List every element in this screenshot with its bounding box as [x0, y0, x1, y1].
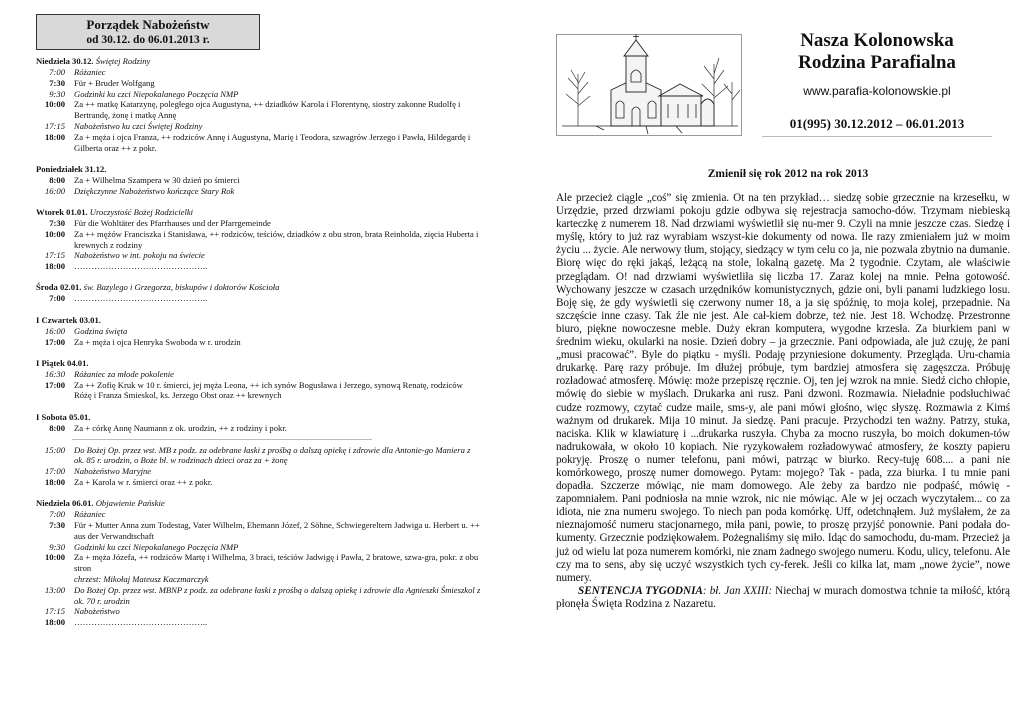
issue-number: 01(995) 30.12.2012 – 06.01.2013 [789, 116, 965, 131]
service-row [36, 229, 482, 251]
service-row [36, 466, 482, 477]
service-time: 7:30 [49, 77, 65, 88]
service-time: 17:15 [44, 606, 65, 617]
day-date: Wtorek 01.01. [36, 206, 88, 217]
sentence-author: : bł. Jan XXIII: [702, 584, 773, 597]
day-occasion: Objawienie Pańskie [95, 498, 165, 509]
service-time: 7:30 [49, 217, 65, 228]
service-row [36, 250, 482, 261]
parish-website-link[interactable]: www.parafia-kolonowskie.pl [803, 84, 951, 98]
masthead-title-line1: Nasza Kolonowska [800, 30, 954, 51]
service-intention: Za + córkę Annę Naumann z ok. urodzin, ++ z rodziny i pokr. [74, 422, 287, 433]
service-intention: Za ++ mężów Franciszka i Stanisława, ++ rodziców, teściów, dziadków z obu stron, brata Reinholda, zięcia Huberta i krewnych z rodziny [74, 228, 479, 250]
schedule-separator [72, 439, 372, 440]
sentence-label: SENTENCJA TYGODNIA [578, 584, 703, 597]
service-row [36, 186, 482, 197]
schedule-day [36, 315, 482, 348]
day-occasion: św. Bazylego i Grzegorza, biskupów i doktorów Kościoła [83, 282, 280, 293]
service-time: 8:00 [49, 174, 65, 185]
service-time: 10:00 [44, 552, 65, 563]
service-intention: Za + Wilhelma Szampera w 30 dzień po śmierci [74, 174, 240, 185]
day-heading [36, 56, 482, 67]
service-intention: Nabożeństwo Maryjne [74, 466, 152, 477]
service-time: 17:00 [44, 379, 65, 390]
church-drawing-icon [556, 34, 742, 136]
service-time: 7:00 [49, 509, 65, 520]
service-time: 18:00 [44, 476, 65, 487]
service-time: 16:30 [44, 368, 65, 379]
sentence-text: Niechaj w murach domostwa tchnie ta miłość, którą płonęła Święta Rodzina z Nazaretu. [556, 584, 1010, 610]
service-time: 18:00 [44, 617, 65, 628]
day-heading [36, 207, 482, 218]
service-row [36, 542, 482, 553]
service-intention: ……………………………………….. [74, 261, 208, 272]
service-intention: Dziękczynne Nabożeństwo kończące Stary Rok [74, 185, 235, 196]
service-intention: ……………………………………….. [74, 293, 208, 304]
service-row [36, 78, 482, 89]
schedule-column [36, 14, 482, 638]
service-time: 17:15 [44, 250, 65, 261]
article-title: Zmienił się rok 2012 na rok 2013 [707, 168, 869, 180]
service-row [36, 121, 482, 132]
service-time: 17:15 [44, 120, 65, 131]
schedule-day [36, 164, 482, 197]
service-intention: Za + męża i ojca Franza, ++ rodziców Annę i Augustyna, Marię i Teodora, szwagrów Jerzego i Pawła, Hildegardę i Gilberta oraz ++ z pokr. [74, 131, 471, 153]
service-row [36, 337, 482, 348]
schedule-day [36, 358, 482, 401]
service-row [36, 67, 482, 78]
service-time: 18:00 [44, 131, 65, 142]
day-heading [36, 412, 482, 423]
service-time: 13:00 [44, 584, 65, 595]
service-time: 7:30 [49, 520, 65, 531]
service-intention: chrzest: Mikołaj Mateusz Kaczmarczyk [74, 574, 209, 584]
masthead-divider [762, 136, 992, 137]
day-occasion: Świętej Rodziny [95, 56, 151, 66]
day-heading [36, 315, 482, 326]
service-row [36, 326, 482, 337]
service-intention: Różaniec za młode pokolenie [74, 368, 174, 379]
service-time: 17:00 [44, 336, 65, 347]
service-intention: Różaniec [74, 509, 106, 520]
day-heading [36, 282, 482, 293]
day-heading [36, 498, 482, 509]
service-intention: Nabożeństwo ku czci Świętej Rodziny [74, 120, 203, 131]
service-intention: Za + męża Józefa, ++ rodziców Martę i Wilhelma, 3 braci, teściów Jadwigę i Pawła, 2 bratowe, szwa-gra, pokr. z obu stron [74, 552, 479, 574]
schedule-title: Porządek Nabożeństw [86, 17, 210, 32]
service-row [36, 99, 482, 121]
service-time: 8:00 [49, 422, 65, 433]
service-time: 16:00 [44, 325, 65, 336]
day-heading [36, 164, 482, 175]
service-row [36, 369, 482, 380]
service-row [36, 606, 482, 617]
service-intention: Za + Karola w r. śmierci oraz ++ z pokr. [74, 476, 213, 487]
service-time: 7:00 [49, 67, 65, 77]
service-time: 7:00 [49, 293, 65, 304]
day-date: I Sobota 05.01. [36, 411, 91, 422]
service-row [36, 574, 482, 585]
service-row [36, 380, 482, 402]
schedule-day [36, 282, 482, 304]
service-time: 9:30 [49, 88, 65, 99]
schedule-header-box [36, 14, 260, 50]
day-date: I Czwartek 03.01. [36, 314, 101, 325]
masthead [556, 24, 1010, 136]
service-row [36, 293, 482, 304]
service-row [36, 89, 482, 100]
service-time: 9:30 [49, 541, 65, 552]
service-row [36, 509, 482, 520]
service-intention: Do Bożej Op. przez wst. MBNP z podz. za odebrane łaski z prośbą o dalszą opiekę i zdrowie dla Agnieszki Śmieszkol z ok. 70 r. urodzin [74, 584, 481, 606]
service-row [36, 132, 482, 154]
service-time: 16:00 [44, 185, 65, 196]
service-time: 17:00 [44, 466, 65, 477]
day-date: I Piątek 04.01. [36, 357, 89, 368]
service-row [36, 585, 482, 607]
masthead-title-line2: Rodzina Parafialna [798, 52, 956, 73]
service-intention: Do Bożej Op. przez wst. MB z podz. za odebrane łaski z prośbą o dalszą opiekę i zdrowie dla Antonie-go Maniera z ok. 85 r. urodzin, o Boże bł. w rodzinach dzieci oraz za + żonę [74, 444, 471, 466]
service-row [36, 445, 482, 467]
service-intention: Godzinki ku czci Niepokalanego Poczęcia NMP [74, 88, 239, 99]
article-column [556, 24, 1010, 611]
service-intention: Godzinki ku czci Niepokalanego Poczęcia NMP [74, 541, 239, 552]
service-row [36, 218, 482, 229]
day-date: Niedziela 30.12. [36, 56, 94, 66]
sentence-of-the-week [556, 585, 1010, 611]
service-intention: Für + Bruder Wolfgang [74, 77, 155, 88]
service-intention: Za ++ Zofię Kruk w 10 r. śmierci, jej męża Leona, ++ ich synów Bogusława i Jerzego, synową Renatę, rodziców Różę i Franza Smieskol, ks. Jerzego Obst oraz ++ krewnych [74, 379, 463, 401]
article-body: Ale przecież ciągle „coś” się zmienia. Ot na ten przykład… siedzę sobie grzecznie na krzesełku, w Urzędzie, przed drzwiami pokoju gdzie odbywa się rejestracja samocho-dów. Trzymam niebieską karteczkę z numerem 18. Nad drzwiami wyświetlił się nu-mer 9. Czyli na mnie jeszcze czas. Siedzę i myślę, który to już raz wyrabiam wszyst-kie dokumenty od nowa. Ile razy zmieniałem już w moim życiu ... życie. Ale nerwowy tłum, stojący, siedzący w tym celu co ja, nie pozwala zbytnio na dumanie. Biorę więc do ręki jakąś, leżącą na stole, lokalną gazetę. Ma 2 tygodnie. Czytam, ale właściwie przeglądam. O! nad drzwiami wyświetliła się liczba 17. Zaraz kolej na mnie. Pełna gotowość. Wychowany jeszcze w czasach urzędników komunistycznych, gdzie oni, byli panami ludzkiego losu. Boję się, że gdy wyświetli się czerwony numer 18, a ja się spóźnię, to moja kolej, przepadnie. Na szczęście inne czasy. Tak źle nie jest. Ale cał-kiem dobrze, też nie. Jest 18. Wchodzę. Przestronne biuro, piękne nowoczesne meble. Duży ekran komputera, wygodne krzesła. Za biurkiem pani w średnim wieku, okularki na nosie. Dzień dobry – ja grzecznie. Pani odpowiada, ale już czuję, że pani „musi pracować”. Byle do piątku - myśli. Podaję przyniesione dokumenty. Przegląda. Uru-chamia drukarkę. Parę razy próbuje. Im dłużej próbuje, tym bardziej atmosfera się zagęszcza. Próbuję rozładować atmosferę. Mówię: może przepiszę ręcznie. Oj, ten jej wzrok na mnie. Siedź cicho chłopie, mówię do siebie w myślach. Drukarka ani rusz. Pani dzwoni. Rozmawia. Nieładnie podsłuchiwać cudze rozmowy, czytać cudze maile, sms-y, ale pani mówi głośno, więc słyszę. Rozmawia z Kimś ważnym od drukarek. Mija 10 minut. Ja siedzę. Pani pracuje. Przychodzi ten ważny. Patrzy, stuka, naciska. Klik w klawiaturę i ...drukarka ruszyła. Chyba za mocno ruszyła, bo moich dokumen-tów nadrukowała, w około 10 kopiach. Nie ryzykowałem rozładowywać atmosfery, że koszty papieru pokryję. Proszę o numer telefonu, pani mówi, patrząc w biurko. Recy-tuję 608.... a pani nie komórkowego, proszę numer domowego. Pytam: mojego? Tak - pada, zza biurka. I tu mnie pani dopadła. Szczerze mówiąc, nie mam domowego. Ale żeby za bardzo nie podpaść, mówię - zapomniałem. Pani podniosła na mnie wzrok, nic nie mówiąc. Ale w jej oczach wyczytałem... co za idiota, nie zna numeru swojego. To niech pan poda komórkę. Uff, odetchnąłem. Już myślałem, że za nieznajomość numeru stacjonarnego, miła pani, powie, to proszę przyjść ponownie. Pani podała do-kumenty. Grzecznie podziękowałem. Pożegnaliśmy się miło. Idąc do samochodu, du-mam. Przecież ja już od wielu lat poza numerem komórki, nie znam żadnego swojego numeru. Kodu, ulicy, telefonu. Ale czy ma to sens, aby się uczyć wszystkich tych cy-ferek. Jeśli co kilka lat, mam „nowe życie”, nowe numery. [556, 192, 1010, 584]
service-row [36, 477, 482, 488]
service-intention: Za + męża i ojca Henryka Swoboda w r. urodzin [74, 336, 241, 347]
service-time: 18:00 [44, 261, 65, 272]
day-date: Środa 02.01. [36, 282, 82, 293]
service-row [36, 175, 482, 186]
service-intention: Godzina święta [74, 325, 128, 336]
service-row [36, 552, 482, 574]
schedule-day [36, 56, 482, 153]
service-time [36, 574, 74, 585]
service-row [36, 520, 482, 542]
service-row [36, 261, 482, 272]
service-intention: Für die Wohltäter des Pfarrhauses und der Pfarrgemeinde [74, 217, 271, 228]
schedule-day [36, 412, 482, 488]
schedule-day [36, 207, 482, 272]
service-row [36, 617, 482, 628]
schedule-day [36, 498, 482, 628]
service-time: 10:00 [44, 228, 65, 239]
day-date: Niedziela 06.01. [36, 498, 94, 509]
service-intention: ……………………………………….. [74, 617, 208, 628]
service-row [36, 423, 482, 434]
service-time: 10:00 [44, 99, 65, 110]
schedule-date-range: od 30.12. do 06.01.2013 r. [86, 34, 210, 46]
service-intention: Nabożeństwo w int. pokoju na świecie [74, 250, 205, 261]
masthead-text [744, 30, 1010, 137]
service-intention: Różaniec [74, 67, 106, 77]
service-intention: Za ++ matkę Katarzynę, poległego ojca Augustyna, ++ dziadków Karola i Florentynę, siostry zakonne Rudolfę i Bertrandę, żonę i matkę Annę [74, 99, 461, 121]
day-heading [36, 358, 482, 369]
service-intention: Nabożeństwo [74, 606, 120, 617]
schedule-days [36, 56, 482, 628]
day-date: Poniedziałek 31.12. [36, 163, 107, 174]
service-time: 15:00 [44, 444, 65, 455]
day-occasion: Uroczystość Bożej Rodzicielki [89, 206, 194, 217]
service-intention: Für + Mutter Anna zum Todestag, Vater Wilhelm, Ehemann Józef, 2 Söhne, Schwiegereltern Jadwiga u. Herbert u. ++ aus der Verwandtschaft [74, 520, 480, 541]
